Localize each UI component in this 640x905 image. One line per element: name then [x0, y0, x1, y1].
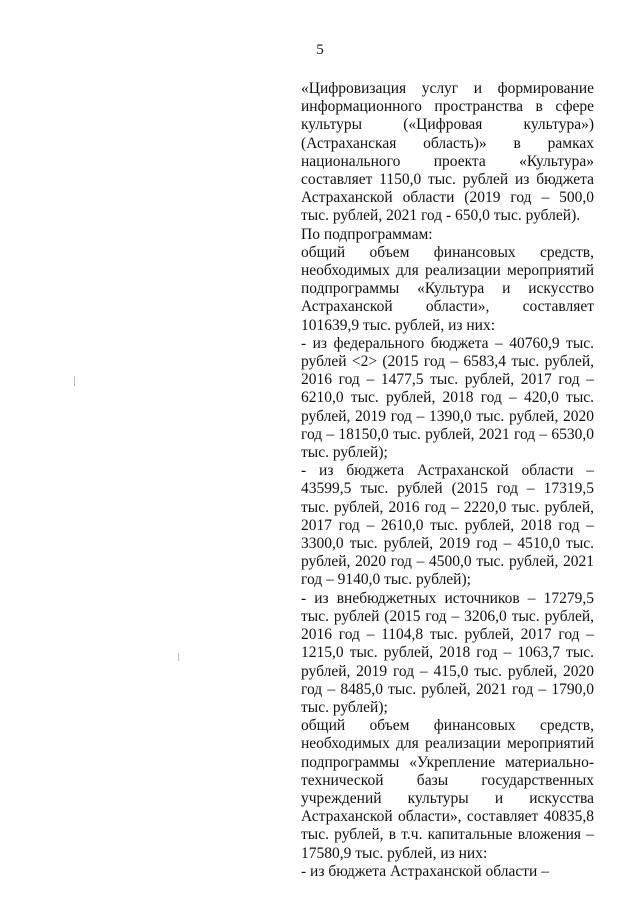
paragraph-extrabudgetary: - из внебюджетных источников – 17279,5 тыс. рублей (2015 год – 3206,0 тыс. рублей, 2016 год – 1104,8 тыс. рублей, 2017 год – 1215,0 тыс. рублей, 2018 год – 1063,7 тыс. рублей, 2019 год – 415,0 тыс. рублей, 2020 год – 8485,0 тыс. рублей, 2021 год – 1790,0 тыс. рублей); [301, 589, 594, 716]
paragraph-regional-budget: - из бюджета Астраханской области – 43599,5 тыс. рублей (2015 год – 17319,5 тыс. рублей, 2016 год – 2220,0 тыс. рублей, 2017 год – 2610,0 тыс. рублей, 2018 год – 3300,0 тыс. рублей, 2019 год – 4510,0 тыс. рублей, 2020 год – 4500,0 тыс. рублей, 2021 год – 9140,0 тыс. рублей); [301, 462, 594, 589]
paragraph-infrastructure-subprogram-total: общий объем финансовых средств, необходимых для реализации мероприятий подпрограммы «Укрепление материально-технической базы государственных учреждений культуры и искусства Астраханской области», составляет 40835,8 тыс. рублей, в т.ч. капитальные вложения – 17580,9 тыс. рублей, из них: [301, 717, 594, 862]
paragraph-federal-budget: - из федерального бюджета – 40760,9 тыс. рублей <2> (2015 год – 6583,4 тыс. рублей, 2016 год – 1477,5 тыс. рублей, 2017 год – 6210,0 тыс. рублей, 2018 год – 420,0 тыс. рублей, 2019 год – 1390,0 тыс. рублей, 2020 год – 18150,0 тыс. рублей, 2021 год – 6530,0 тыс. рублей); [301, 334, 594, 462]
page-number: 5 [316, 42, 324, 58]
scan-mark [74, 376, 75, 386]
paragraph-regional-budget-start: - из бюджета Астраханской области – [301, 862, 549, 880]
scan-mark [178, 653, 179, 661]
paragraph-by-subprograms: По подпрограммам: [301, 225, 433, 243]
paragraph-culture-subprogram-total: общий объем финансовых средств, необходимых для реализации мероприятий подпрограммы «Культура и искусство Астраханской области», составляет 101639,9 тыс. рублей, из них: [301, 243, 594, 334]
paragraph-digital-culture: «Цифровизация услуг и формирование информационного пространства в сфере культуры («Цифровая культура») (Астраханская область)» в рамках национального проекта «Культура» составляет 1150,0 тыс. рублей из бюджета Астраханской области (2019 год – 500,0 тыс. рублей, 2021 год - 650,0 тыс. рублей). [301, 80, 594, 225]
document-body [301, 80, 594, 881]
